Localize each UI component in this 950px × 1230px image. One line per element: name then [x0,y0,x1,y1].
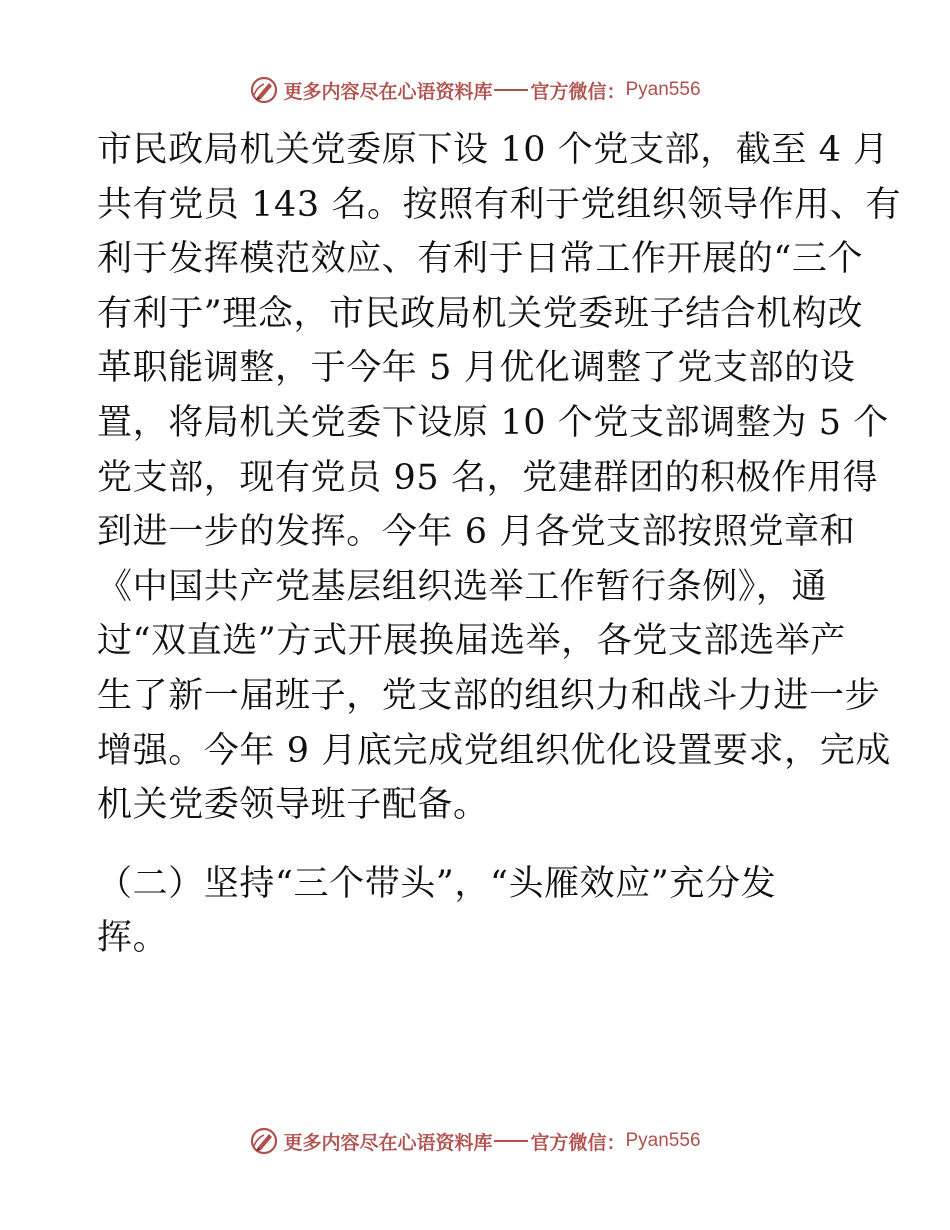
text-line: 到进一步的发挥。今年 6 月各党支部按照党章和 [97,512,856,553]
paragraph-2-heading [97,858,857,965]
text-line: 党支部，现有党员 95 名，党建群团的积极作用得 [97,457,879,498]
text-line: 生了新一届班子，党支部的组织力和战斗力进一步 [97,675,881,716]
text-line: 有利于”理念，市民政局机关党委班子结合机构改 [97,293,864,334]
text-line: 共有党员 143 名。按照有利于党组织领导作用、有 [97,184,902,225]
text-line: 置，将局机关党委下设原 10 个党支部调整为 5 个 [97,402,889,443]
text-line: 机关党委领导班子配备。 [97,785,489,826]
document-body [97,124,902,967]
text-line: 革职能调整，于今年 5 月优化调整了党支部的设 [97,348,856,389]
text-line: 增强。今年 9 月底完成党组织优化设置要求，完成 [97,730,891,771]
paragraph-gap [97,834,857,858]
footer-banner [0,1123,950,1159]
text-line: 过“双直选”方式开展换届选举，各党支部选举产 [97,621,846,662]
banner-title: 更多内容尽在心语资料库 [283,1131,493,1154]
text-line: 利于发挥模范效应、有利于日常工作开展的“三个 [97,239,864,280]
banner-wechat-label: 官方微信： [530,1131,626,1154]
banner-dash [494,89,528,91]
banner-dash [494,1140,528,1142]
paragraph-1 [97,124,902,831]
pen-logo-icon [249,1126,279,1156]
banner-title: 更多内容尽在心语资料库 [283,80,493,103]
banner-wechat-id: Pyan556 [625,79,701,100]
text-line: 挥。 [97,918,169,959]
banner-wechat-label: 官方微信： [530,80,626,103]
text-line: 市民政局机关党委原下设 10 个党支部，截至 4 月 [97,130,889,170]
banner-wechat-id: Pyan556 [625,1130,701,1151]
text-line: 《中国共产党基层组织选举工作暂行条例》，通 [97,566,828,607]
text-line: （二）坚持“三个带头”，“头雁效应”充分发 [97,863,777,904]
header-banner [0,72,950,108]
pen-logo-icon [249,75,279,105]
